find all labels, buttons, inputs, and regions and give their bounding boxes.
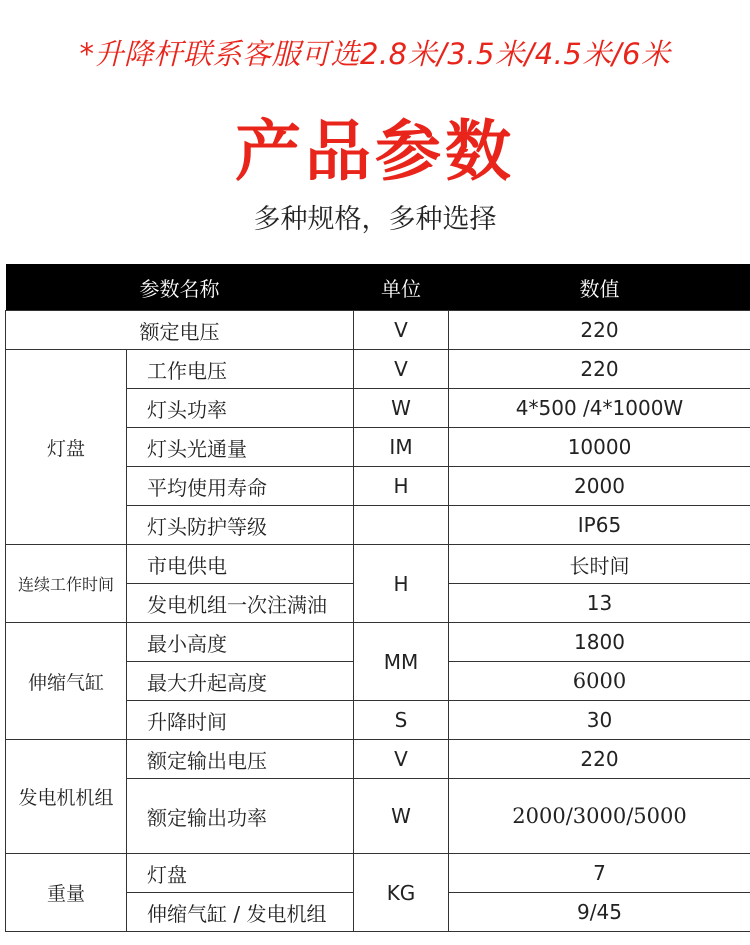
param-name: 额定输出功率 <box>127 779 354 854</box>
table-row <box>6 623 750 662</box>
param-unit: KG <box>354 854 449 932</box>
param-value: 9/45 <box>449 893 750 932</box>
param-unit: V <box>354 740 449 779</box>
param-name: 平均使用寿命 <box>127 467 354 506</box>
group-label-weight: 重量 <box>6 854 127 932</box>
param-unit: V <box>354 350 449 389</box>
option-note: *升降杆联系客服可选2.8米/3.5米/4.5米/6米 <box>79 37 671 71</box>
param-name: 灯头功率 <box>127 389 354 428</box>
param-unit: H <box>354 467 449 506</box>
param-value: 1800 <box>449 623 750 662</box>
page-subtitle: 多种规格，多种选择 <box>253 204 497 235</box>
param-value: 220 <box>449 350 750 389</box>
param-unit: MM <box>354 623 449 701</box>
param-unit: S <box>354 701 449 740</box>
param-name: 市电供电 <box>127 545 354 584</box>
param-name: 升降时间 <box>127 701 354 740</box>
group-label-generator: 发电机机组 <box>6 740 127 854</box>
table-row <box>6 740 750 779</box>
param-unit: W <box>354 779 449 854</box>
table-row <box>6 311 750 350</box>
group-label-continuous: 连续工作时间 <box>6 545 127 623</box>
param-unit: H <box>354 545 449 623</box>
table-row <box>6 350 750 389</box>
param-name: 灯盘 <box>127 854 354 893</box>
param-value: 30 <box>449 701 750 740</box>
param-name: 灯头防护等级 <box>127 506 354 545</box>
page-title: 产品参数 <box>235 113 515 190</box>
param-value: 220 <box>449 311 750 350</box>
param-value: 220 <box>449 740 750 779</box>
col-header-name: 参数名称 <box>6 264 354 311</box>
param-unit: W <box>354 389 449 428</box>
param-value: 长时间 <box>449 545 750 584</box>
table-row <box>6 854 750 893</box>
param-name: 发电机组一次注满油 <box>127 584 354 623</box>
param-name: 额定电压 <box>6 311 354 350</box>
param-name: 最大升起高度 <box>127 662 354 701</box>
param-unit: V <box>354 311 449 350</box>
param-value: IP65 <box>449 506 750 545</box>
param-value: 2000 <box>449 467 750 506</box>
group-label-cylinder: 伸缩气缸 <box>6 623 127 740</box>
param-name: 最小高度 <box>127 623 354 662</box>
param-name: 灯头光通量 <box>127 428 354 467</box>
table-header-row <box>6 264 750 311</box>
param-value: 4*500 /4*1000W <box>449 389 750 428</box>
table-row <box>6 545 750 584</box>
param-value: 2000/3000/5000 <box>449 779 750 854</box>
col-header-unit: 单位 <box>354 264 449 311</box>
param-value: 6000 <box>449 662 750 701</box>
param-unit <box>354 506 449 545</box>
param-name: 伸缩气缸 / 发电机组 <box>127 893 354 932</box>
parameter-table <box>5 264 750 932</box>
param-name: 额定输出电压 <box>127 740 354 779</box>
param-value: 10000 <box>449 428 750 467</box>
param-name: 工作电压 <box>127 350 354 389</box>
col-header-value: 数值 <box>449 264 750 311</box>
param-value: 7 <box>449 854 750 893</box>
group-label-lamp: 灯盘 <box>6 350 127 545</box>
param-value: 13 <box>449 584 750 623</box>
param-unit: IM <box>354 428 449 467</box>
